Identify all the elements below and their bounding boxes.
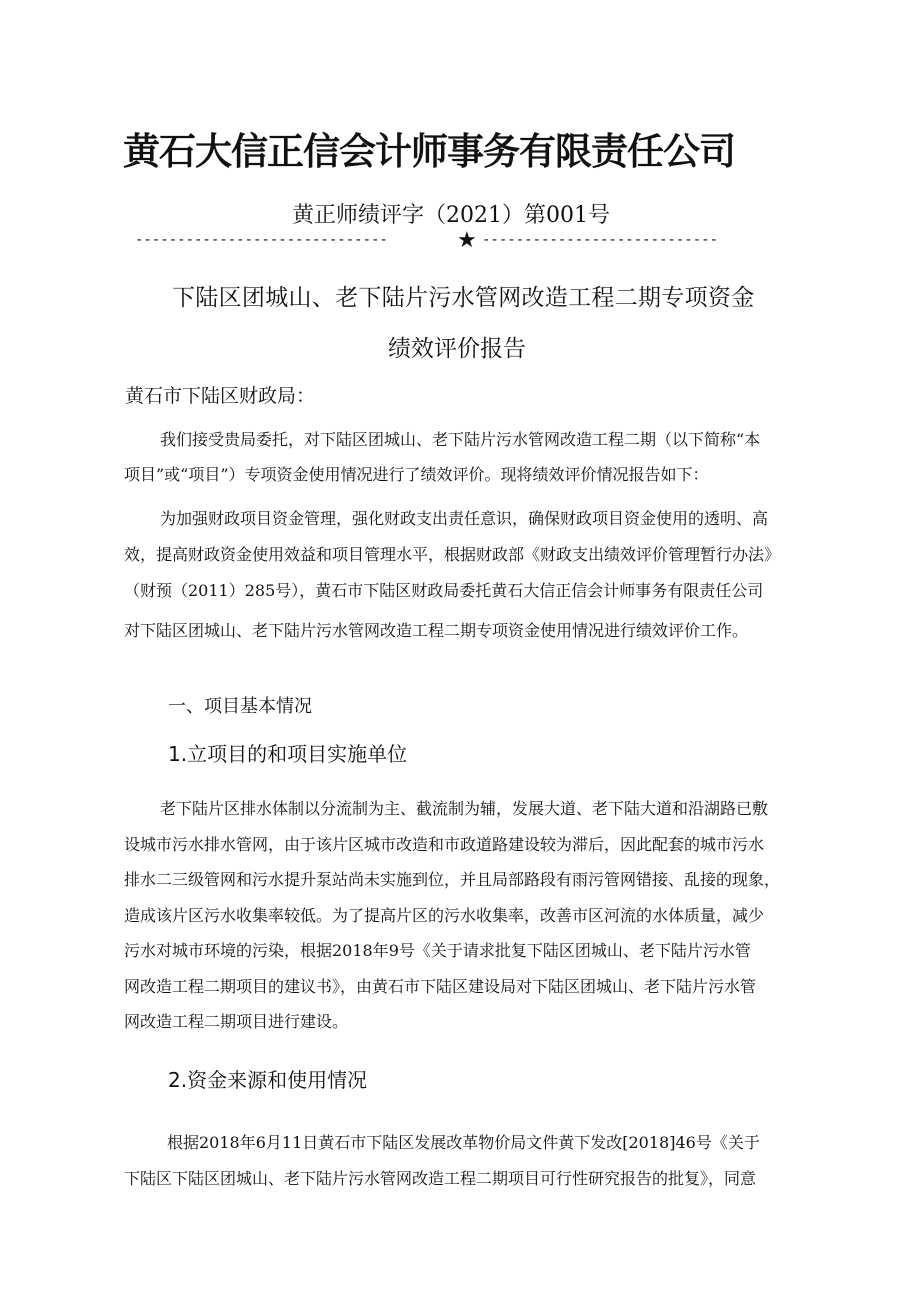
header-divider	[135, 230, 785, 254]
star-icon: ★	[457, 228, 477, 253]
paragraph-line: 为加强财政项目资金管理，强化财政支出责任意识，确保财政项目资金使用的透明、高	[160, 509, 769, 528]
paragraph-line: 网改造工程二期项目进行建设。	[124, 1012, 349, 1031]
paragraph-line: 网改造工程二期项目的建议书》，由黄石市下陆区建设局对下陆区团城山、老下陆片污水管	[124, 977, 757, 996]
paragraph-line: 排水二三级管网和污水提升泵站尚未实施到位，并且局部路段有雨污管网错接、乱接的现象，	[124, 870, 781, 889]
paragraph-line: 造成该片区污水收集率较低。为了提高片区的污水收集率，改善市区河流的水体质量，减少	[124, 906, 765, 925]
report-title-line1: 下陆区团城山、老下陆片污水管网改造工程二期专项资金	[172, 285, 755, 311]
section-heading: 一、项目基本情况	[168, 696, 312, 717]
divider-dashes-right: ----------------------------	[482, 232, 719, 248]
paragraph-line: 老下陆片区排水体制以分流制为主、截流制为辅，发展大道、老下陆大道和沿湖路已敷	[160, 799, 769, 818]
paragraph-line: 我们接受贵局委托，对下陆区团城山、老下陆片污水管网改造工程二期（以下简称“本	[160, 430, 761, 449]
document-number: 黄正师绩评字（2021）第001号	[292, 203, 610, 228]
paragraph-line: 对下陆区团城山、老下陆片污水管网改造工程二期专项资金使用情况进行绩效评价工作。	[124, 621, 749, 640]
report-title-line2: 绩效评价报告	[388, 336, 526, 362]
subsection-heading: 1.立项目的和项目实施单位	[168, 742, 408, 766]
paragraph-line: 污水对城市环境的污染，根据2018年9号《关于请求批复下陆区团城山、老下陆片污水管	[124, 941, 751, 960]
divider-dashes-left: ------------------------------	[135, 232, 388, 248]
paragraph-line: 项目”或“项目”）专项资金使用情况进行了绩效评价。现将绩效评价情况报告如下：	[124, 465, 709, 484]
paragraph-line: 设城市污水排水管网，由于该片区城市改造和市政道路建设较为滞后，因此配套的城市污水	[124, 835, 765, 854]
paragraph-line: （财预（2011）285号），黄石市下陆区财政局委托黄石大信正信会计师事务有限责任公司	[124, 581, 764, 600]
subsection-heading: 2.资金来源和使用情况	[168, 1068, 368, 1092]
paragraph-line: 下陆区下陆区团城山、老下陆片污水管网改造工程二期项目可行性研究报告的批复》，同意	[124, 1169, 757, 1188]
addressee: 黄石市下陆区财政局：	[125, 385, 316, 407]
paragraph-line: 根据2018年6月11日黄石市下陆区发展改革物价局文件黄下发改[2018]46号《关于	[167, 1133, 760, 1152]
company-name: 黄石大信正信会计师事务有限责任公司	[123, 130, 735, 173]
paragraph-line: 效，提高财政资金使用效益和项目管理水平，根据财政部《财政支出绩效评价管理暂行办法》	[124, 545, 781, 564]
